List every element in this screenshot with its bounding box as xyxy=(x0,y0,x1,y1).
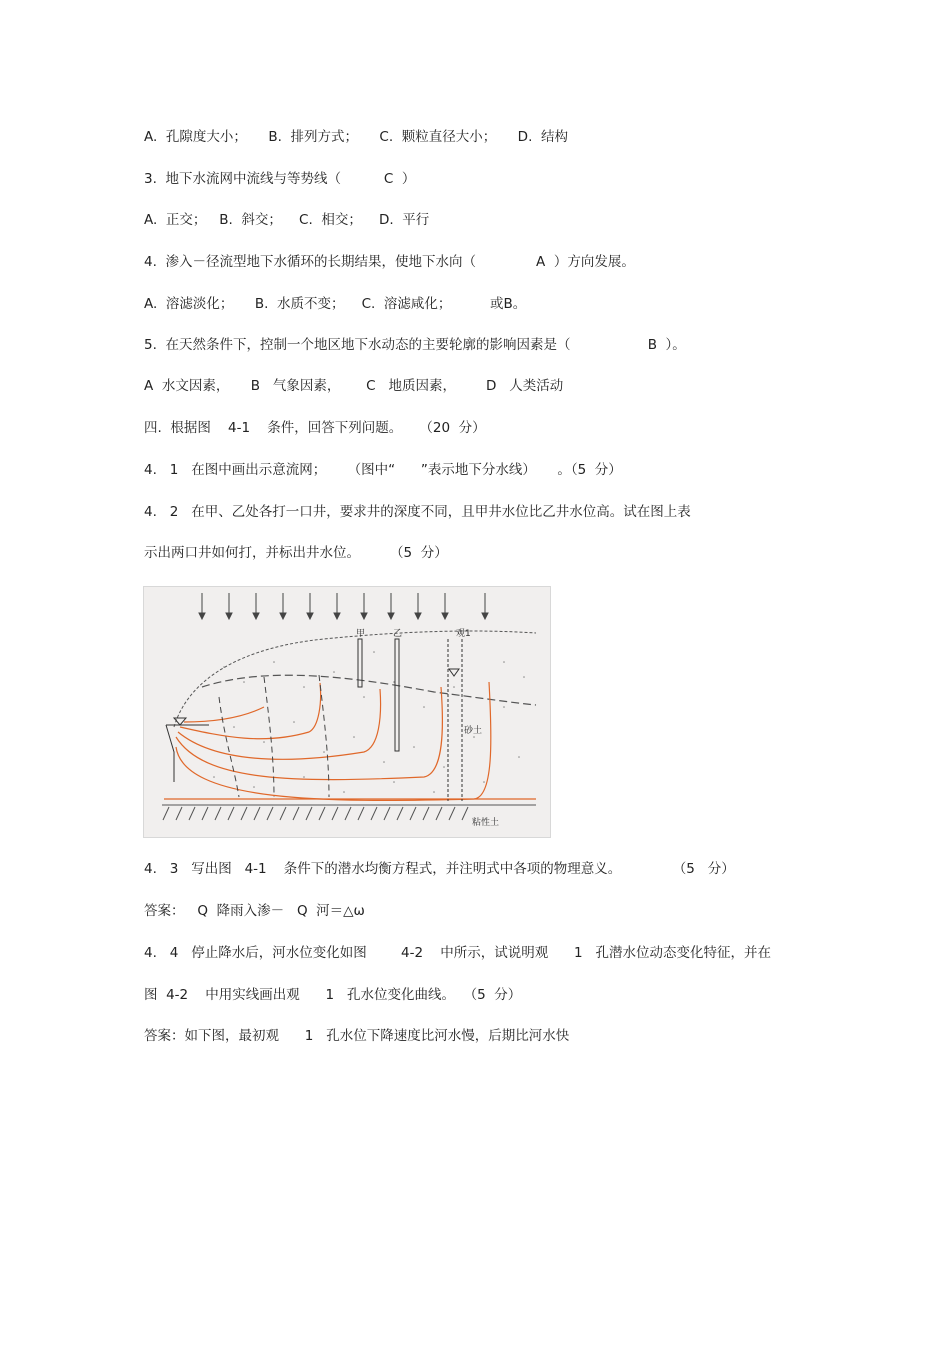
obs-well-label: 观1 xyxy=(456,629,471,639)
text-line-question-4-2-cont: 示出两口井如何打，并标出井水位。 （5 分） xyxy=(144,545,448,561)
text-line-options-5: A 水文因素， B 气象因素， C 地质因素， D 人类活动 xyxy=(144,378,564,394)
section-heading-4: 四. 根据图 4-1 条件，回答下列问题。 （20 分） xyxy=(144,420,486,436)
text-line-options-4: A. 溶滤淡化； B. 水质不变； C. 溶滤咸化； 或B。 xyxy=(144,296,527,312)
well-a-label: 甲 xyxy=(356,629,366,639)
well-b-label: 乙 xyxy=(393,629,403,639)
river-bank xyxy=(166,725,174,782)
well-a xyxy=(356,628,365,687)
text-line-options-1: A. 孔隙度大小； B. 排列方式； C. 颗粒直径大小； D. 结构 xyxy=(144,129,568,145)
sand-texture xyxy=(213,651,525,793)
well-b xyxy=(393,628,402,751)
text-line-options-3: A. 正交； B. 斜交； C. 相交； D. 平行 xyxy=(144,212,430,228)
text-line-question-4-4: 4. 4 停止降水后，河水位变化如图 4-2 中所示，试说明观 1 孔潜水位动态变化特征，并在 xyxy=(144,945,771,961)
text-line-question-3: 3. 地下水流网中流线与等势线（ C ） xyxy=(144,171,416,187)
text-line-question-4-2: 4. 2 在甲、乙处各打一口井，要求井的深度不同，且甲井水位比乙井水位高。试在图上表 xyxy=(144,504,691,520)
clay-label: 粘性土 xyxy=(472,818,500,828)
rain-arrows xyxy=(199,593,488,619)
observation-well-1 xyxy=(448,628,471,801)
text-line-question-4: 4. 渗入－径流型地下水循环的长期结果，使地下水向（ A ）方向发展。 xyxy=(144,254,635,270)
text-line-question-4-3: 4. 3 写出图 4-1 条件下的潜水均衡方程式，并注明式中各项的物理意义。 （5 分） xyxy=(144,861,735,877)
ground-surface-line xyxy=(174,631,536,727)
text-line-question-4-4-cont: 图 4-2 中用实线画出观 1 孔水位变化曲线。 （5 分） xyxy=(144,987,522,1003)
text-line-question-4-1: 4. 1 在图中画出示意流网； （图中“ ”表示地下分水线） 。（5 分） xyxy=(144,462,622,478)
answer-4-4: 答案：如下图，最初观 1 孔水位下降速度比河水慢，后期比河水快 xyxy=(144,1028,570,1044)
figure-4-1-diagram xyxy=(143,586,551,838)
text-line-question-5: 5. 在天然条件下，控制一个地区地下水动态的主要轮廓的影响因素是（ B ）。 xyxy=(144,337,686,353)
water-table-dashed xyxy=(202,675,536,705)
answer-4-3: 答案： Q 降雨入渗－ Q 河＝△ω xyxy=(144,903,365,919)
sand-label: 砂土 xyxy=(464,726,483,736)
